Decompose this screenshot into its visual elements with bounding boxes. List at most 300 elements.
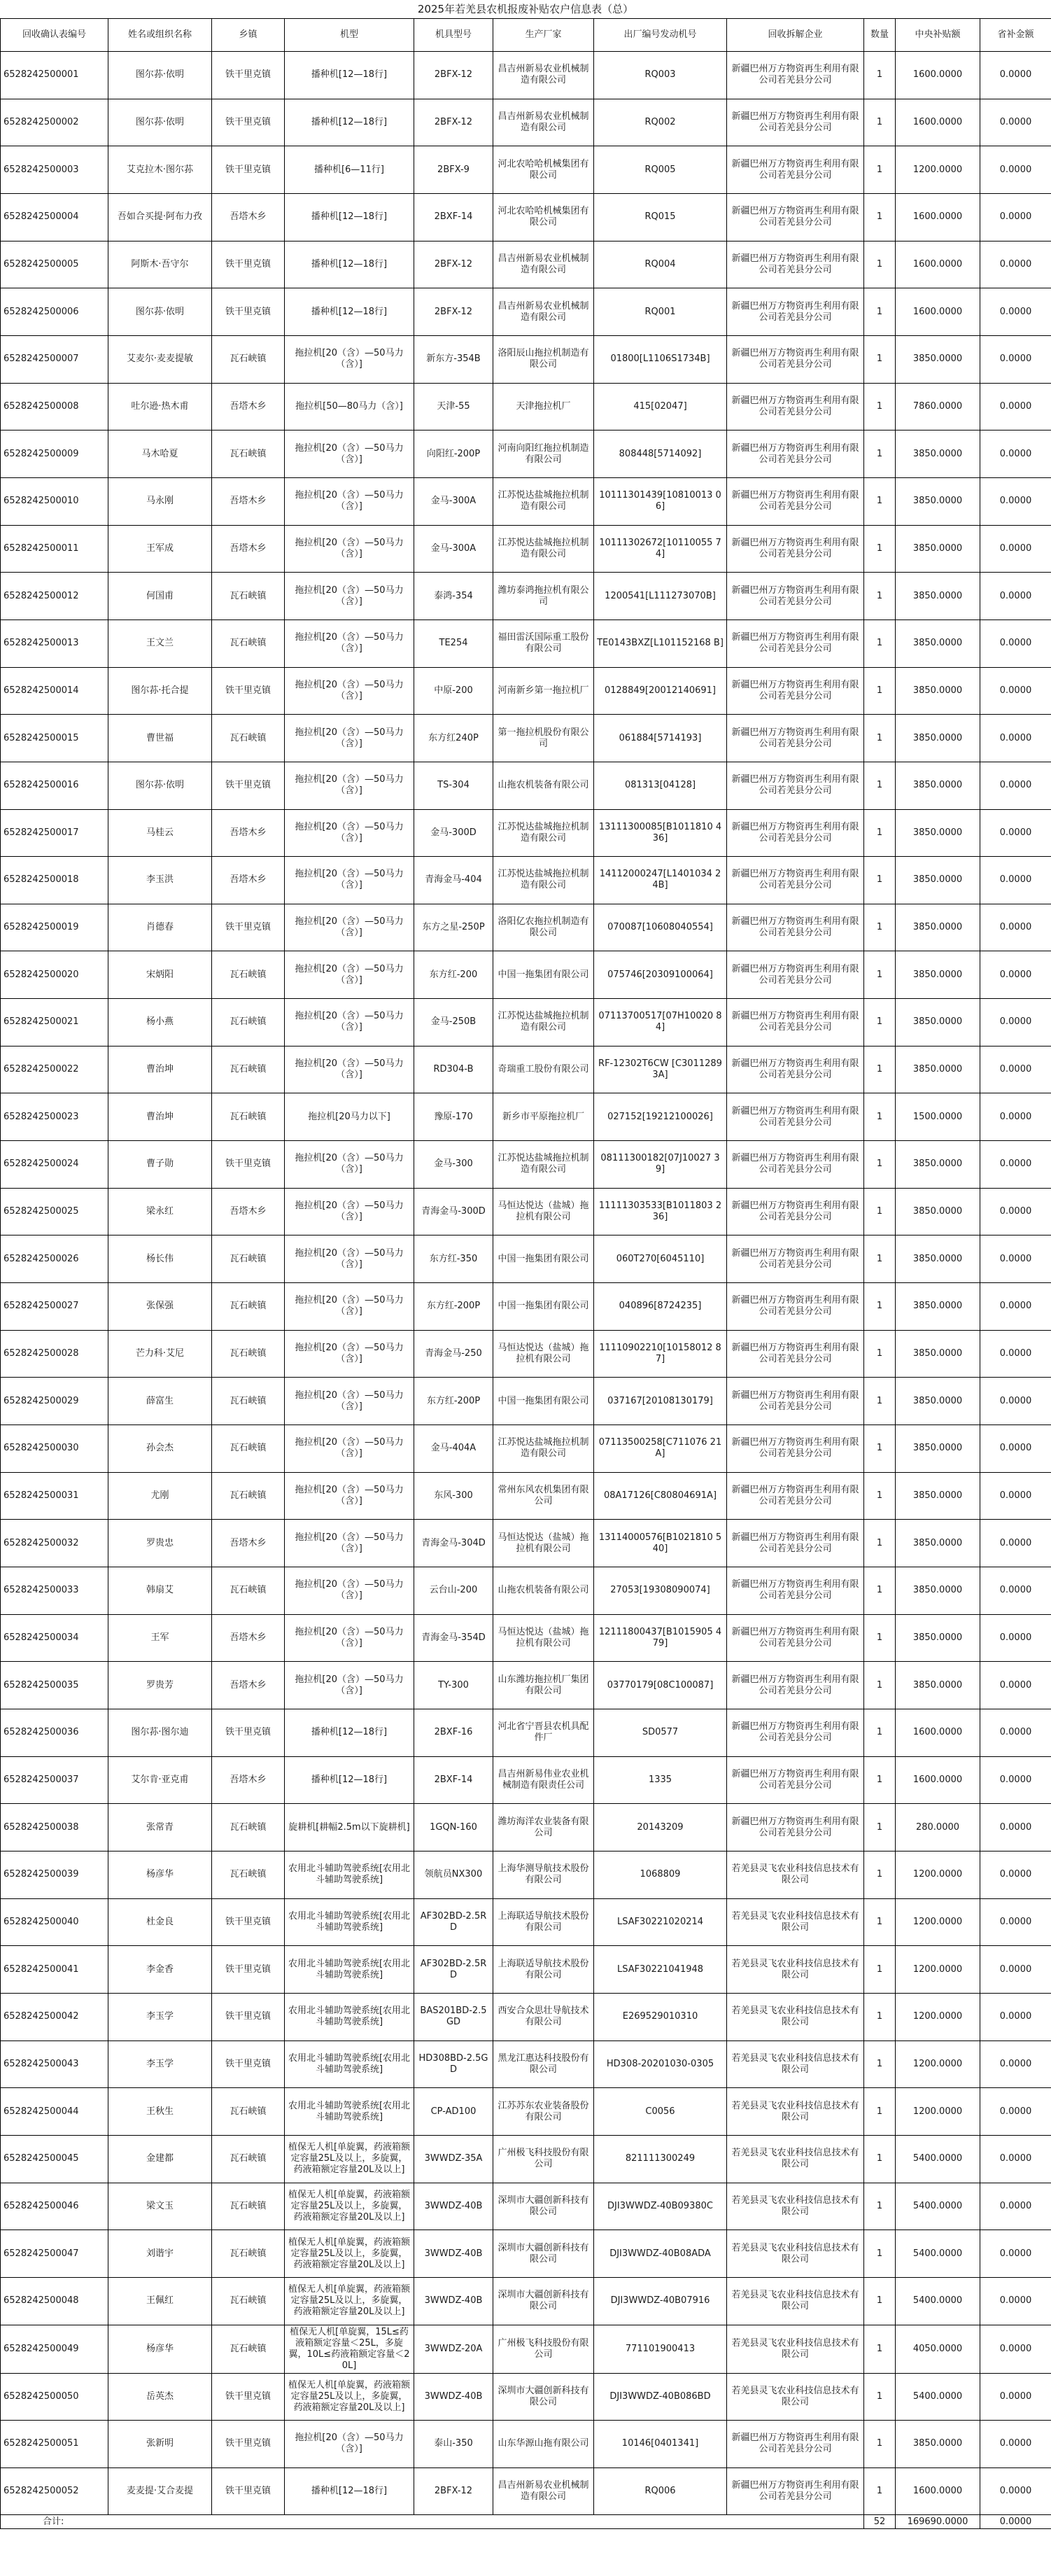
record-no-cell: 6528242500006 bbox=[1, 288, 108, 336]
provincial-subsidy-cell: 0.0000 bbox=[980, 573, 1051, 620]
model-cell: 东风-300 bbox=[414, 1472, 493, 1520]
name-cell: 罗贵忠 bbox=[108, 1520, 212, 1567]
central-subsidy-cell: 1600.0000 bbox=[896, 193, 980, 241]
central-subsidy-cell: 1600.0000 bbox=[896, 241, 980, 288]
model-cell: 3WWDZ-20A bbox=[414, 2325, 493, 2373]
recycler-cell: 新疆巴州万方物资再生利用有限公司若羌县分公司 bbox=[727, 146, 864, 194]
central-subsidy-cell: 1200.0000 bbox=[896, 1946, 980, 1994]
col-header-serial: 出厂编号发动机号 bbox=[594, 19, 727, 52]
township-cell: 吾塔木乡 bbox=[212, 525, 285, 573]
record-no-cell: 6528242500045 bbox=[1, 2135, 108, 2183]
central-subsidy-cell: 3850.0000 bbox=[896, 1046, 980, 1093]
provincial-subsidy-cell: 0.0000 bbox=[980, 1141, 1051, 1189]
serial-cell: HD308-20201030-0305 bbox=[594, 2040, 727, 2088]
central-subsidy-cell: 1200.0000 bbox=[896, 1898, 980, 1946]
central-subsidy-cell: 3850.0000 bbox=[896, 1141, 980, 1189]
serial-cell: RQ005 bbox=[594, 146, 727, 194]
record-no-cell: 6528242500047 bbox=[1, 2230, 108, 2278]
model-cell: 东方红-350 bbox=[414, 1236, 493, 1283]
col-header-quantity: 数量 bbox=[864, 19, 896, 52]
central-subsidy-cell: 1200.0000 bbox=[896, 1851, 980, 1898]
model-cell: 金马-250B bbox=[414, 999, 493, 1046]
name-cell: 尤刚 bbox=[108, 1472, 212, 1520]
recycler-cell: 若羌县灵飞农业科技信息技术有限公司 bbox=[727, 2230, 864, 2278]
serial-cell: 27053[19308090074] bbox=[594, 1567, 727, 1615]
recycler-cell: 新疆巴州万方物资再生利用有限公司若羌县分公司 bbox=[727, 1567, 864, 1615]
recycler-cell: 新疆巴州万方物资再生利用有限公司若羌县分公司 bbox=[727, 1046, 864, 1093]
table-row bbox=[1, 2183, 1051, 2230]
name-cell: 张保强 bbox=[108, 1283, 212, 1331]
serial-cell: RQ004 bbox=[594, 241, 727, 288]
machine-type-cell: 播种机[12—18行] bbox=[285, 288, 414, 336]
record-no-cell: 6528242500038 bbox=[1, 1804, 108, 1851]
col-header-model: 机具型号 bbox=[414, 19, 493, 52]
record-no-cell: 6528242500042 bbox=[1, 1993, 108, 2040]
serial-cell: 040896[8724235] bbox=[594, 1283, 727, 1331]
recycler-cell: 新疆巴州万方物资再生利用有限公司若羌县分公司 bbox=[727, 1283, 864, 1331]
name-cell: 吾如合买提·阿布力孜 bbox=[108, 193, 212, 241]
name-cell: 李金香 bbox=[108, 1946, 212, 1994]
manufacturer-cell: 黑龙江惠达科技股份有限公司 bbox=[493, 2040, 594, 2088]
manufacturer-cell: 江苏悦达盐城拖拉机制造有限公司 bbox=[493, 1141, 594, 1189]
manufacturer-cell: 河北农哈哈机械集团有限公司 bbox=[493, 193, 594, 241]
table-row bbox=[1, 430, 1051, 478]
machine-type-cell: 拖拉机[20（含）—50马力（含）] bbox=[285, 1378, 414, 1425]
serial-cell: 10111301439[10810013 06] bbox=[594, 477, 727, 525]
recycler-cell: 新疆巴州万方物资再生利用有限公司若羌县分公司 bbox=[727, 430, 864, 478]
model-cell: 3WWDZ-35A bbox=[414, 2135, 493, 2183]
quantity-cell: 1 bbox=[864, 951, 896, 999]
central-subsidy-cell: 3850.0000 bbox=[896, 573, 980, 620]
serial-cell: 075746[20309100064] bbox=[594, 951, 727, 999]
township-cell: 吾塔木乡 bbox=[212, 1188, 285, 1236]
table-row bbox=[1, 1188, 1051, 1236]
central-subsidy-cell: 5400.0000 bbox=[896, 2183, 980, 2230]
township-cell: 吾塔木乡 bbox=[212, 383, 285, 430]
name-cell: 杨彦华 bbox=[108, 1851, 212, 1898]
machine-type-cell: 植保无人机[单旋翼，15L≤药液箱额定容量＜25L，多旋翼，10L≤药液箱额定容量＜20L] bbox=[285, 2325, 414, 2373]
provincial-subsidy-cell: 0.0000 bbox=[980, 52, 1051, 99]
serial-cell: 14112000247[L1401034 24B] bbox=[594, 857, 727, 904]
model-cell: 东方红-200 bbox=[414, 951, 493, 999]
serial-cell: DJI3WWDZ-40B08ADA bbox=[594, 2230, 727, 2278]
model-cell: 青海金马-354D bbox=[414, 1614, 493, 1662]
manufacturer-cell: 广州极飞科技股份有限公司 bbox=[493, 2135, 594, 2183]
table-row bbox=[1, 573, 1051, 620]
provincial-subsidy-cell: 0.0000 bbox=[980, 2040, 1051, 2088]
serial-cell: 20143209 bbox=[594, 1804, 727, 1851]
model-cell: 2BFX-9 bbox=[414, 146, 493, 194]
manufacturer-cell: 深圳市大疆创新科技有限公司 bbox=[493, 2373, 594, 2421]
serial-cell: 12111800437[B1015905 479] bbox=[594, 1614, 727, 1662]
quantity-cell: 1 bbox=[864, 1851, 896, 1898]
model-cell: 泰鸿-354 bbox=[414, 573, 493, 620]
recycler-cell: 新疆巴州万方物资再生利用有限公司若羌县分公司 bbox=[727, 762, 864, 809]
township-cell: 瓦石峡镇 bbox=[212, 573, 285, 620]
name-cell: 曹治坤 bbox=[108, 1046, 212, 1093]
township-cell: 吾塔木乡 bbox=[212, 809, 285, 857]
quantity-cell: 1 bbox=[864, 1378, 896, 1425]
serial-cell: 07113700517[07H10020 84] bbox=[594, 999, 727, 1046]
manufacturer-cell: 马恒达悦达（盐城）拖拉机有限公司 bbox=[493, 1614, 594, 1662]
name-cell: 图尔荪·依明 bbox=[108, 288, 212, 336]
central-subsidy-cell: 1200.0000 bbox=[896, 2088, 980, 2136]
serial-cell: E269529010310 bbox=[594, 1993, 727, 2040]
table-row bbox=[1, 1756, 1051, 1804]
record-no-cell: 6528242500003 bbox=[1, 146, 108, 194]
serial-cell: RQ003 bbox=[594, 52, 727, 99]
model-cell: 东方红-200P bbox=[414, 1283, 493, 1331]
central-subsidy-cell: 7860.0000 bbox=[896, 383, 980, 430]
machine-type-cell: 拖拉机[20（含）—50马力（含）] bbox=[285, 335, 414, 383]
provincial-subsidy-cell: 0.0000 bbox=[980, 525, 1051, 573]
recycler-cell: 新疆巴州万方物资再生利用有限公司若羌县分公司 bbox=[727, 1804, 864, 1851]
table-body bbox=[1, 52, 1051, 2515]
model-cell: 1GQN-160 bbox=[414, 1804, 493, 1851]
record-no-cell: 6528242500025 bbox=[1, 1188, 108, 1236]
table-row bbox=[1, 1946, 1051, 1994]
central-subsidy-cell: 3850.0000 bbox=[896, 525, 980, 573]
central-subsidy-cell: 5400.0000 bbox=[896, 2373, 980, 2421]
provincial-subsidy-cell: 0.0000 bbox=[980, 1046, 1051, 1093]
model-cell: 豫原-170 bbox=[414, 1093, 493, 1141]
table-row bbox=[1, 857, 1051, 904]
name-cell: 马桂云 bbox=[108, 809, 212, 857]
quantity-cell: 1 bbox=[864, 146, 896, 194]
name-cell: 图尔荪·依明 bbox=[108, 762, 212, 809]
central-subsidy-cell: 1200.0000 bbox=[896, 1993, 980, 2040]
provincial-subsidy-cell: 0.0000 bbox=[980, 1472, 1051, 1520]
serial-cell: 821111300249 bbox=[594, 2135, 727, 2183]
manufacturer-cell: 昌吉州新易农业机械制造有限公司 bbox=[493, 52, 594, 99]
manufacturer-cell: 奇瑞重工股份有限公司 bbox=[493, 1046, 594, 1093]
provincial-subsidy-cell: 0.0000 bbox=[980, 1993, 1051, 2040]
central-subsidy-cell: 1600.0000 bbox=[896, 1756, 980, 1804]
model-cell: HD308BD-2.5GD bbox=[414, 2040, 493, 2088]
record-no-cell: 6528242500008 bbox=[1, 383, 108, 430]
machine-type-cell: 农用北斗辅助驾驶系统[农用北斗辅助驾驶系统] bbox=[285, 1898, 414, 1946]
model-cell: 云台山-200 bbox=[414, 1567, 493, 1615]
name-cell: 王佩红 bbox=[108, 2277, 212, 2325]
provincial-subsidy-cell: 0.0000 bbox=[980, 383, 1051, 430]
record-no-cell: 6528242500036 bbox=[1, 1709, 108, 1756]
quantity-cell: 1 bbox=[864, 1188, 896, 1236]
central-subsidy-cell: 3850.0000 bbox=[896, 857, 980, 904]
provincial-subsidy-cell: 0.0000 bbox=[980, 335, 1051, 383]
township-cell: 瓦石峡镇 bbox=[212, 1236, 285, 1283]
provincial-subsidy-cell: 0.0000 bbox=[980, 2468, 1051, 2515]
manufacturer-cell: 江苏悦达盐城拖拉机制造有限公司 bbox=[493, 1425, 594, 1473]
recycler-cell: 新疆巴州万方物资再生利用有限公司若羌县分公司 bbox=[727, 383, 864, 430]
name-cell: 薛富生 bbox=[108, 1378, 212, 1425]
machine-type-cell: 拖拉机[20（含）—50马力（含）] bbox=[285, 1283, 414, 1331]
township-cell: 吾塔木乡 bbox=[212, 1756, 285, 1804]
table-row bbox=[1, 1330, 1051, 1378]
quantity-cell: 1 bbox=[864, 1898, 896, 1946]
provincial-subsidy-cell: 0.0000 bbox=[980, 1425, 1051, 1473]
model-cell: 向阳红-200P bbox=[414, 430, 493, 478]
central-subsidy-cell: 3850.0000 bbox=[896, 1188, 980, 1236]
model-cell: 东方红240P bbox=[414, 715, 493, 762]
machine-type-cell: 拖拉机[20（含）—50马力（含）] bbox=[285, 667, 414, 715]
manufacturer-cell: 福田雷沃国际重工股份有限公司 bbox=[493, 620, 594, 667]
township-cell: 铁干里克镇 bbox=[212, 241, 285, 288]
provincial-subsidy-cell: 0.0000 bbox=[980, 1378, 1051, 1425]
record-no-cell: 6528242500010 bbox=[1, 477, 108, 525]
name-cell: 张常青 bbox=[108, 1804, 212, 1851]
township-cell: 吾塔木乡 bbox=[212, 193, 285, 241]
township-cell: 瓦石峡镇 bbox=[212, 2183, 285, 2230]
machine-type-cell: 拖拉机[20（含）—50马力（含）] bbox=[285, 809, 414, 857]
model-cell: 青海金马-304D bbox=[414, 1520, 493, 1567]
recycler-cell: 新疆巴州万方物资再生利用有限公司若羌县分公司 bbox=[727, 951, 864, 999]
provincial-subsidy-cell: 0.0000 bbox=[980, 715, 1051, 762]
machine-type-cell: 播种机[12—18行] bbox=[285, 52, 414, 99]
record-no-cell: 6528242500021 bbox=[1, 999, 108, 1046]
table-row bbox=[1, 762, 1051, 809]
record-no-cell: 6528242500013 bbox=[1, 620, 108, 667]
quantity-cell: 1 bbox=[864, 477, 896, 525]
serial-cell: 771101900413 bbox=[594, 2325, 727, 2373]
recycler-cell: 新疆巴州万方物资再生利用有限公司若羌县分公司 bbox=[727, 904, 864, 951]
provincial-subsidy-cell: 0.0000 bbox=[980, 1330, 1051, 1378]
model-cell: 泰山-350 bbox=[414, 2421, 493, 2468]
model-cell: 3WWDZ-40B bbox=[414, 2373, 493, 2421]
table-row bbox=[1, 2325, 1051, 2373]
machine-type-cell: 拖拉机[20马力以下] bbox=[285, 1093, 414, 1141]
model-cell: 金马-300A bbox=[414, 477, 493, 525]
record-no-cell: 6528242500014 bbox=[1, 667, 108, 715]
machine-type-cell: 植保无人机[单旋翼，药液箱额定容量25L及以上，多旋翼，药液箱额定容量20L及以上] bbox=[285, 2230, 414, 2278]
model-cell: TS-304 bbox=[414, 762, 493, 809]
table-row bbox=[1, 193, 1051, 241]
table-row bbox=[1, 1472, 1051, 1520]
township-cell: 铁干里克镇 bbox=[212, 667, 285, 715]
total-provincial-subsidy: 0.0000 bbox=[980, 2515, 1051, 2529]
recycler-cell: 新疆巴州万方物资再生利用有限公司若羌县分公司 bbox=[727, 335, 864, 383]
recycler-cell: 新疆巴州万方物资再生利用有限公司若羌县分公司 bbox=[727, 193, 864, 241]
recycler-cell: 新疆巴州万方物资再生利用有限公司若羌县分公司 bbox=[727, 241, 864, 288]
table-row bbox=[1, 1614, 1051, 1662]
recycler-cell: 新疆巴州万方物资再生利用有限公司若羌县分公司 bbox=[727, 52, 864, 99]
record-no-cell: 6528242500020 bbox=[1, 951, 108, 999]
recycler-cell: 若羌县灵飞农业科技信息技术有限公司 bbox=[727, 1851, 864, 1898]
record-no-cell: 6528242500037 bbox=[1, 1756, 108, 1804]
provincial-subsidy-cell: 0.0000 bbox=[980, 146, 1051, 194]
machine-type-cell: 植保无人机[单旋翼，药液箱额定容量25L及以上，多旋翼，药液箱额定容量20L及以上] bbox=[285, 2183, 414, 2230]
quantity-cell: 1 bbox=[864, 620, 896, 667]
record-no-cell: 6528242500016 bbox=[1, 762, 108, 809]
table-row bbox=[1, 2421, 1051, 2468]
township-cell: 铁干里克镇 bbox=[212, 99, 285, 146]
quantity-cell: 1 bbox=[864, 1425, 896, 1473]
manufacturer-cell: 河北农哈哈机械集团有限公司 bbox=[493, 146, 594, 194]
quantity-cell: 1 bbox=[864, 193, 896, 241]
name-cell: 图尔荪·图尔迪 bbox=[108, 1709, 212, 1756]
central-subsidy-cell: 3850.0000 bbox=[896, 904, 980, 951]
machine-type-cell: 播种机[12—18行] bbox=[285, 193, 414, 241]
record-no-cell: 6528242500028 bbox=[1, 1330, 108, 1378]
name-cell: 肖德春 bbox=[108, 904, 212, 951]
quantity-cell: 1 bbox=[864, 1520, 896, 1567]
machine-type-cell: 拖拉机[20（含）—50马力（含）] bbox=[285, 573, 414, 620]
manufacturer-cell: 洛阳辰山拖拉机制造有限公司 bbox=[493, 335, 594, 383]
provincial-subsidy-cell: 0.0000 bbox=[980, 193, 1051, 241]
recycler-cell: 新疆巴州万方物资再生利用有限公司若羌县分公司 bbox=[727, 1141, 864, 1189]
central-subsidy-cell: 1600.0000 bbox=[896, 99, 980, 146]
central-subsidy-cell: 3850.0000 bbox=[896, 1378, 980, 1425]
manufacturer-cell: 江苏悦达盐城拖拉机制造有限公司 bbox=[493, 999, 594, 1046]
manufacturer-cell: 昌吉州新易农业机械制造有限公司 bbox=[493, 99, 594, 146]
township-cell: 铁干里克镇 bbox=[212, 2468, 285, 2515]
machine-type-cell: 拖拉机[20（含）—50马力（含）] bbox=[285, 904, 414, 951]
serial-cell: 11111303533[B1011803 236] bbox=[594, 1188, 727, 1236]
machine-type-cell: 农用北斗辅助驾驶系统[农用北斗辅助驾驶系统] bbox=[285, 2040, 414, 2088]
manufacturer-cell: 山拖农机装备有限公司 bbox=[493, 762, 594, 809]
township-cell: 瓦石峡镇 bbox=[212, 620, 285, 667]
model-cell: 2BFX-12 bbox=[414, 52, 493, 99]
serial-cell: RQ015 bbox=[594, 193, 727, 241]
central-subsidy-cell: 3850.0000 bbox=[896, 1472, 980, 1520]
provincial-subsidy-cell: 0.0000 bbox=[980, 288, 1051, 336]
quantity-cell: 1 bbox=[864, 1709, 896, 1756]
provincial-subsidy-cell: 0.0000 bbox=[980, 1236, 1051, 1283]
provincial-subsidy-cell: 0.0000 bbox=[980, 2088, 1051, 2136]
township-cell: 瓦石峡镇 bbox=[212, 999, 285, 1046]
provincial-subsidy-cell: 0.0000 bbox=[980, 1188, 1051, 1236]
col-header-central-subsidy: 中央补贴额 bbox=[896, 19, 980, 52]
central-subsidy-cell: 1200.0000 bbox=[896, 2040, 980, 2088]
serial-cell: 11110902210[10158012 87] bbox=[594, 1330, 727, 1378]
manufacturer-cell: 中国一拖集团有限公司 bbox=[493, 951, 594, 999]
quantity-cell: 1 bbox=[864, 573, 896, 620]
name-cell: 张新明 bbox=[108, 2421, 212, 2468]
manufacturer-cell: 江苏悦达盐城拖拉机制造有限公司 bbox=[493, 525, 594, 573]
manufacturer-cell: 中国一拖集团有限公司 bbox=[493, 1283, 594, 1331]
model-cell: RD304-B bbox=[414, 1046, 493, 1093]
provincial-subsidy-cell: 0.0000 bbox=[980, 1093, 1051, 1141]
model-cell: 2BXF-16 bbox=[414, 1709, 493, 1756]
serial-cell: RQ001 bbox=[594, 288, 727, 336]
provincial-subsidy-cell: 0.0000 bbox=[980, 667, 1051, 715]
name-cell: 罗贵芳 bbox=[108, 1662, 212, 1709]
col-header-manufacturer: 生产厂家 bbox=[493, 19, 594, 52]
recycler-cell: 若羌县灵飞农业科技信息技术有限公司 bbox=[727, 2183, 864, 2230]
machine-type-cell: 农用北斗辅助驾驶系统[农用北斗辅助驾驶系统] bbox=[285, 2088, 414, 2136]
name-cell: 岳英杰 bbox=[108, 2373, 212, 2421]
table-row bbox=[1, 52, 1051, 99]
machine-type-cell: 播种机[6—11行] bbox=[285, 146, 414, 194]
model-cell: 青海金马-404 bbox=[414, 857, 493, 904]
table-row bbox=[1, 1283, 1051, 1331]
central-subsidy-cell: 3850.0000 bbox=[896, 1425, 980, 1473]
model-cell: 2BFX-12 bbox=[414, 288, 493, 336]
township-cell: 瓦石峡镇 bbox=[212, 951, 285, 999]
provincial-subsidy-cell: 0.0000 bbox=[980, 809, 1051, 857]
township-cell: 瓦石峡镇 bbox=[212, 1425, 285, 1473]
table-row bbox=[1, 1993, 1051, 2040]
recycler-cell: 若羌县灵飞农业科技信息技术有限公司 bbox=[727, 2277, 864, 2325]
table-row bbox=[1, 2088, 1051, 2136]
name-cell: 图尔荪·托合提 bbox=[108, 667, 212, 715]
model-cell: CP-AD100 bbox=[414, 2088, 493, 2136]
record-no-cell: 6528242500041 bbox=[1, 1946, 108, 1994]
manufacturer-cell: 昌吉州新易农业机械制造有限公司 bbox=[493, 241, 594, 288]
quantity-cell: 1 bbox=[864, 1662, 896, 1709]
serial-cell: RQ002 bbox=[594, 99, 727, 146]
table-row bbox=[1, 288, 1051, 336]
recycler-cell: 新疆巴州万方物资再生利用有限公司若羌县分公司 bbox=[727, 1378, 864, 1425]
manufacturer-cell: 上海联适导航技术股份有限公司 bbox=[493, 1898, 594, 1946]
name-cell: 马永刚 bbox=[108, 477, 212, 525]
name-cell: 艾尔肯·亚克甫 bbox=[108, 1756, 212, 1804]
name-cell: 艾麦尔·麦麦提敏 bbox=[108, 335, 212, 383]
model-cell: 2BFX-12 bbox=[414, 99, 493, 146]
manufacturer-cell: 中国一拖集团有限公司 bbox=[493, 1378, 594, 1425]
central-subsidy-cell: 3850.0000 bbox=[896, 620, 980, 667]
manufacturer-cell: 深圳市大疆创新科技有限公司 bbox=[493, 2230, 594, 2278]
name-cell: 杨长伟 bbox=[108, 1236, 212, 1283]
township-cell: 瓦石峡镇 bbox=[212, 715, 285, 762]
name-cell: 刘谐宇 bbox=[108, 2230, 212, 2278]
serial-cell: DJI3WWDZ-40B086BD bbox=[594, 2373, 727, 2421]
serial-cell: LSAF30221020214 bbox=[594, 1898, 727, 1946]
quantity-cell: 1 bbox=[864, 1993, 896, 2040]
central-subsidy-cell: 3850.0000 bbox=[896, 951, 980, 999]
machine-type-cell: 播种机[12—18行] bbox=[285, 99, 414, 146]
record-no-cell: 6528242500030 bbox=[1, 1425, 108, 1473]
recycler-cell: 新疆巴州万方物资再生利用有限公司若羌县分公司 bbox=[727, 573, 864, 620]
central-subsidy-cell: 280.0000 bbox=[896, 1804, 980, 1851]
record-no-cell: 6528242500050 bbox=[1, 2373, 108, 2421]
manufacturer-cell: 常州东风农机集团有限公司 bbox=[493, 1472, 594, 1520]
model-cell: 金马-404A bbox=[414, 1425, 493, 1473]
record-no-cell: 6528242500023 bbox=[1, 1093, 108, 1141]
quantity-cell: 1 bbox=[864, 430, 896, 478]
model-cell: 2BXF-14 bbox=[414, 193, 493, 241]
recycler-cell: 新疆巴州万方物资再生利用有限公司若羌县分公司 bbox=[727, 1709, 864, 1756]
header-row bbox=[1, 19, 1051, 52]
machine-type-cell: 植保无人机[单旋翼，药液箱额定容量25L及以上，多旋翼，药液箱额定容量20L及以上] bbox=[285, 2277, 414, 2325]
manufacturer-cell: 河南新乡第一拖拉机厂 bbox=[493, 667, 594, 715]
record-no-cell: 6528242500032 bbox=[1, 1520, 108, 1567]
recycler-cell: 新疆巴州万方物资再生利用有限公司若羌县分公司 bbox=[727, 999, 864, 1046]
manufacturer-cell: 天津拖拉机厂 bbox=[493, 383, 594, 430]
table-row bbox=[1, 525, 1051, 573]
quantity-cell: 1 bbox=[864, 1946, 896, 1994]
machine-type-cell: 拖拉机[20（含）—50马力（含）] bbox=[285, 477, 414, 525]
manufacturer-cell: 山东华源山拖有限公司 bbox=[493, 2421, 594, 2468]
table-row bbox=[1, 1898, 1051, 1946]
quantity-cell: 1 bbox=[864, 904, 896, 951]
col-header-machine-type: 机型 bbox=[285, 19, 414, 52]
record-no-cell: 6528242500052 bbox=[1, 2468, 108, 2515]
quantity-cell: 1 bbox=[864, 2135, 896, 2183]
table-row bbox=[1, 1567, 1051, 1615]
quantity-cell: 1 bbox=[864, 1567, 896, 1615]
machine-type-cell: 播种机[12—18行] bbox=[285, 241, 414, 288]
recycler-cell: 新疆巴州万方物资再生利用有限公司若羌县分公司 bbox=[727, 1662, 864, 1709]
quantity-cell: 1 bbox=[864, 99, 896, 146]
serial-cell: 1200541[L111273070B] bbox=[594, 573, 727, 620]
table-row bbox=[1, 2135, 1051, 2183]
manufacturer-cell: 马恒达悦达（盐城）拖拉机有限公司 bbox=[493, 1188, 594, 1236]
name-cell: 宋炳阳 bbox=[108, 951, 212, 999]
model-cell: 青海金马-300D bbox=[414, 1188, 493, 1236]
total-label: 合计: bbox=[1, 2515, 864, 2529]
central-subsidy-cell: 1600.0000 bbox=[896, 288, 980, 336]
model-cell: 3WWDZ-40B bbox=[414, 2277, 493, 2325]
